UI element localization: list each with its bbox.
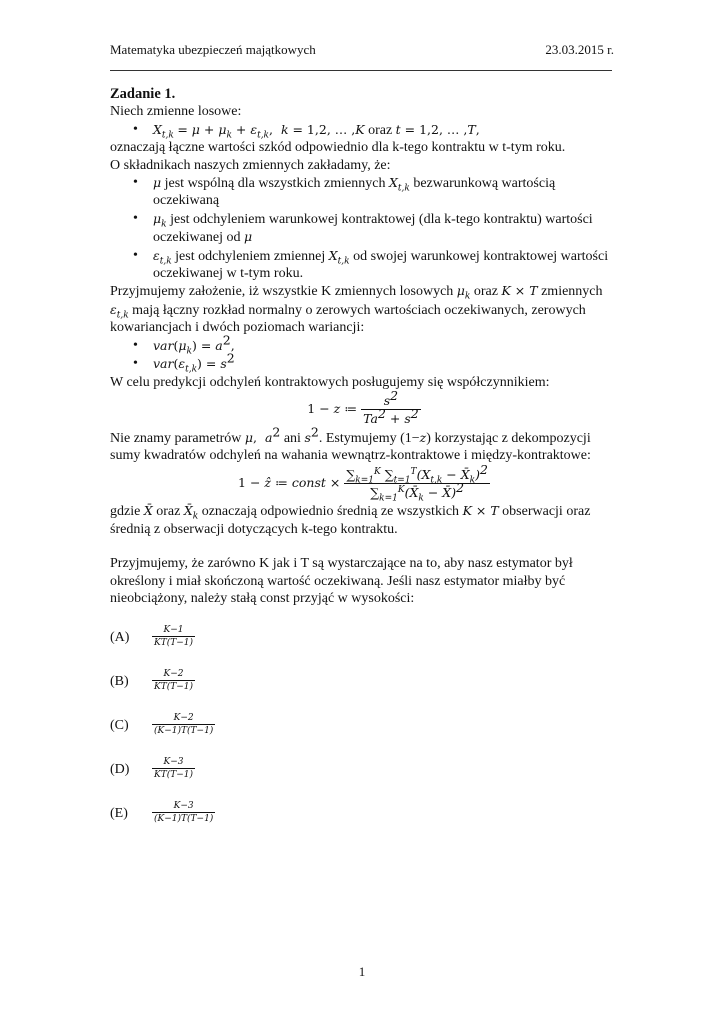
course-title: Matematyka ubezpieczeń majątkowych bbox=[110, 42, 316, 57]
answer-option-c[interactable] bbox=[110, 712, 618, 738]
answer-fraction: $\frac{K-2}{KT(T-1)}$ bbox=[154, 669, 194, 693]
problem-body bbox=[110, 86, 618, 844]
answer-label: (D) bbox=[110, 762, 130, 778]
claims-description: oznaczają łączne wartości szkód odpowiednio dla k-tego kontraktu w t-tym roku. bbox=[110, 140, 566, 156]
assumption-mu-k: • $\mu_k$ jest odchyleniem warunkowej kontraktowej (dla k-tego kontraktu) wartości oczekiwanej od μ bbox=[133, 210, 593, 246]
intro-text: Niech zmienne losowe: bbox=[110, 104, 242, 120]
distribution-assumption: Przyjmujemy założenie, iż wszystkie K zmiennych losowych $\mu_k$ oraz K × T zmiennych $\varepsilon_{t,k}$ mają łączny rozkład normalny o zerowych wartościach oczekiwanych, zerowych kowariancjach i dwóch poziomach wariancji: bbox=[110, 283, 603, 336]
answer-label: (A) bbox=[110, 630, 130, 646]
credibility-formula: 1 − z ≔ $\frac{s^2}{Ta^2 + s^2}$ bbox=[307, 387, 419, 427]
assumptions-intro: O składnikach naszych zmiennych zakładamy, że: bbox=[110, 157, 391, 173]
variance-a: • $var(\mu_k) = a^2$, bbox=[133, 332, 235, 357]
answer-fraction: $\frac{K-1}{KT(T-1)}$ bbox=[154, 625, 194, 649]
answer-option-b[interactable] bbox=[110, 668, 618, 694]
answer-fraction: $\frac{K-2}{(K-1)T(T-1)}$ bbox=[154, 713, 214, 737]
credibility-intro: W celu predykcji odchyleń kontraktowych posługujemy się współczynnikiem: bbox=[110, 374, 550, 390]
assumption-epsilon: • $\varepsilon_{t,k}$ jest odchyleniem zmiennej $X_{t,k}$ od swojej warunkowej kontraktowej wartości oczekiwanej w t-tym roku. bbox=[133, 247, 609, 282]
answer-option-e[interactable] bbox=[110, 800, 618, 826]
estimator-formula: 1 − ẑ ≔ const × $\frac{\sum_{k=1}^K \sum_{t=1}^T(X_{t,k} - X̄_k)^2}{\sum_{k=1}^K(X̄_k - X̄)^2}$ bbox=[238, 461, 488, 504]
page-number: 1 bbox=[358, 964, 366, 979]
notation-text: gdzie X̄ oraz $X̄_k$ oznaczają odpowiednio średnią ze wszystkich K × T obserwacji oraz średnią z obserwacji dotyczących k-tego kontraktu. bbox=[110, 503, 591, 537]
estimation-text: Nie znamy parametrów μ, $a^2$ ani $s^2$. Estymujemy (1−z) korzystając z dekompozycji sumy kwadratów odchyleń na wahania wewnątrz-kontraktowe i między-kontraktowe: bbox=[110, 424, 591, 464]
variance-s: • $var(\varepsilon_{t,k}) = s^2$ bbox=[133, 350, 235, 375]
answer-option-a[interactable] bbox=[110, 624, 618, 650]
answer-fraction: $\frac{K-3}{(K-1)T(T-1)}$ bbox=[154, 801, 214, 825]
answer-option-d[interactable] bbox=[110, 756, 618, 782]
header-rule bbox=[110, 70, 612, 71]
answer-label: (E) bbox=[110, 806, 128, 822]
page-header bbox=[110, 42, 614, 60]
problem-title: Zadanie 1. bbox=[110, 86, 176, 102]
assumption-mu: • μ jest wspólną dla wszystkich zmiennych $X_{t,k}$ bezwarunkową wartością oczekiwaną bbox=[133, 175, 556, 209]
answer-label: (B) bbox=[110, 674, 129, 690]
answer-label: (C) bbox=[110, 718, 129, 734]
question-text: Przyjmujemy, że zarówno K jak i T są wystarczające na to, aby nasz estymator był określony i miał skończoną wartość oczekiwaną. Jeśli nasz estymator miałby być nieobciążony, należy stałą const przyjąć w wysokości: bbox=[110, 556, 573, 606]
header-date: 23.03.2015 r. bbox=[545, 42, 614, 57]
answer-fraction: $\frac{K-3}{KT(T-1)}$ bbox=[154, 757, 194, 781]
variable-definition: • $X_{t,k} = \mu + \mu_k + \varepsilon_{t,k}$, k = 1,2, … ,K oraz t = 1,2, … ,T, bbox=[133, 121, 480, 141]
